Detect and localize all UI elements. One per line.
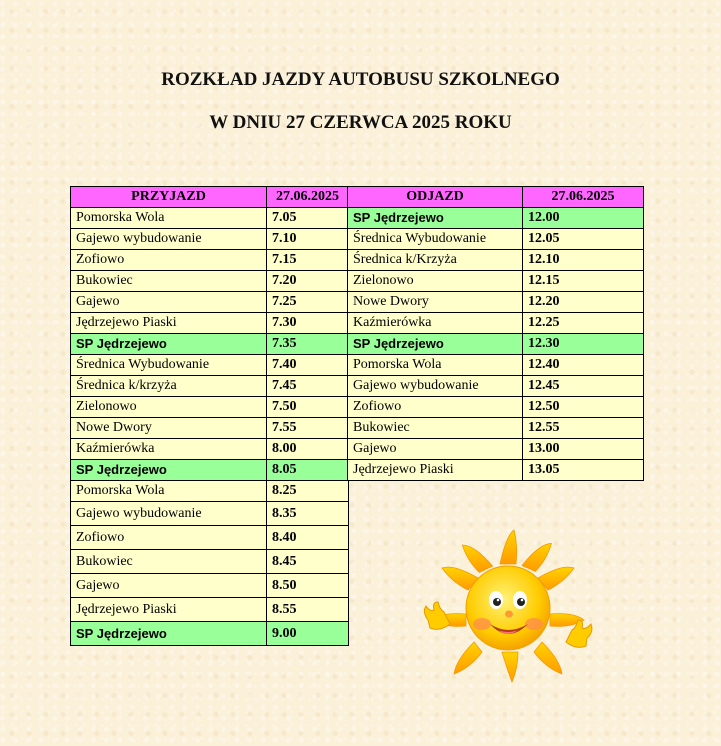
- table-row: [71, 208, 349, 229]
- stop-name: SP Jędrzejewo: [71, 622, 267, 646]
- stop-time: 12.10: [523, 250, 644, 271]
- stop-name: Jędrzejewo Piaski: [348, 460, 523, 481]
- stop-time: 7.35: [267, 334, 349, 355]
- stop-name: Bukowiec: [348, 418, 523, 439]
- smiling-sun-icon: [420, 528, 595, 683]
- stop-name: Zofiowo: [348, 397, 523, 418]
- table-row: [71, 355, 349, 376]
- stop-name: Pomorska Wola: [71, 208, 267, 229]
- stop-name: Kaźmierówka: [348, 313, 523, 334]
- stop-time: 9.00: [267, 622, 349, 646]
- stop-name: Zofiowo: [71, 250, 267, 271]
- stop-name: Gajewo wybudowanie: [348, 376, 523, 397]
- stop-name: Jędrzejewo Piaski: [71, 313, 267, 334]
- stop-name: Zielonowo: [348, 271, 523, 292]
- table-row: [71, 526, 349, 550]
- table-row: [348, 439, 644, 460]
- stop-time: 12.30: [523, 334, 644, 355]
- stop-time: 7.40: [267, 355, 349, 376]
- stop-time: 7.15: [267, 250, 349, 271]
- stop-name: SP Jędrzejewo: [71, 334, 267, 355]
- table-row: [71, 502, 349, 526]
- stop-name: Średnica k/krzyża: [71, 376, 267, 397]
- stop-time: 7.20: [267, 271, 349, 292]
- stop-time: 13.00: [523, 439, 644, 460]
- stop-time: 7.50: [267, 397, 349, 418]
- stop-time: 12.50: [523, 397, 644, 418]
- table-row: [71, 376, 349, 397]
- departure-date-header: 27.06.2025: [523, 187, 644, 208]
- table-row: [71, 574, 349, 598]
- stop-name: Gajewo: [71, 292, 267, 313]
- stop-name: Gajewo: [71, 574, 267, 598]
- stop-name: Jędrzejewo Piaski: [71, 598, 267, 622]
- table-row: [71, 550, 349, 574]
- stop-time: 8.00: [267, 439, 349, 460]
- stop-time: 12.00: [523, 208, 644, 229]
- stop-time: 12.05: [523, 229, 644, 250]
- stop-name: Gajewo: [348, 439, 523, 460]
- arrival-schedule-table: [70, 186, 349, 646]
- stop-name: Nowe Dwory: [71, 418, 267, 439]
- table-row: [348, 355, 644, 376]
- table-row: [71, 418, 349, 439]
- stop-time: 12.45: [523, 376, 644, 397]
- stop-time: 7.30: [267, 313, 349, 334]
- departure-schedule-table: [347, 186, 644, 481]
- stop-time: 12.15: [523, 271, 644, 292]
- table-header-row: [71, 187, 349, 208]
- stop-name: Bukowiec: [71, 271, 267, 292]
- stop-name: Pomorska Wola: [71, 481, 267, 502]
- table-row-school: [71, 622, 349, 646]
- stop-time: 8.35: [267, 502, 349, 526]
- page-subtitle: W DNIU 27 CZERWCA 2025 ROKU: [209, 112, 512, 133]
- stop-name: Kaźmierówka: [71, 439, 267, 460]
- stop-name: Średnica k/Krzyża: [348, 250, 523, 271]
- stop-name: Bukowiec: [71, 550, 267, 574]
- stop-name: Zofiowo: [71, 526, 267, 550]
- stop-time: 12.40: [523, 355, 644, 376]
- table-row: [71, 250, 349, 271]
- table-row: [71, 292, 349, 313]
- stop-time: 7.55: [267, 418, 349, 439]
- page-title: ROZKŁAD JAZDY AUTOBUSU SZKOLNEGO: [161, 69, 560, 90]
- table-header-row: [348, 187, 644, 208]
- stop-time: 7.05: [267, 208, 349, 229]
- table-row: [348, 397, 644, 418]
- stop-time: 12.25: [523, 313, 644, 334]
- table-row-school: [348, 208, 644, 229]
- table-row: [348, 313, 644, 334]
- stop-name: Zielonowo: [71, 397, 267, 418]
- table-row: [348, 229, 644, 250]
- stop-time: 13.05: [523, 460, 644, 481]
- stop-time: 7.25: [267, 292, 349, 313]
- stop-time: 12.20: [523, 292, 644, 313]
- stop-time: 8.55: [267, 598, 349, 622]
- stop-name: SP Jędrzejewo: [348, 208, 523, 229]
- table-row: [348, 271, 644, 292]
- table-row: [348, 250, 644, 271]
- table-row: [348, 376, 644, 397]
- table-row: [71, 481, 349, 502]
- table-row: [71, 229, 349, 250]
- stop-time: 8.05: [267, 460, 349, 481]
- stop-time: 7.10: [267, 229, 349, 250]
- stop-name: SP Jędrzejewo: [348, 334, 523, 355]
- arrival-date-header: 27.06.2025: [267, 187, 349, 208]
- stop-name: Średnica Wybudowanie: [71, 355, 267, 376]
- table-row: [71, 439, 349, 460]
- stop-time: 12.55: [523, 418, 644, 439]
- table-row: [71, 598, 349, 622]
- stop-time: 8.50: [267, 574, 349, 598]
- stop-name: Nowe Dwory: [348, 292, 523, 313]
- stop-time: 8.45: [267, 550, 349, 574]
- stop-name: Gajewo wybudowanie: [71, 229, 267, 250]
- arrival-header: PRZYJAZD: [71, 187, 267, 208]
- stop-time: 8.25: [267, 481, 349, 502]
- table-row-school: [71, 334, 349, 355]
- stop-name: Pomorska Wola: [348, 355, 523, 376]
- table-row: [71, 313, 349, 334]
- table-row: [348, 292, 644, 313]
- stop-time: 8.40: [267, 526, 349, 550]
- table-row: [71, 271, 349, 292]
- departure-header: ODJAZD: [348, 187, 523, 208]
- stop-time: 7.45: [267, 376, 349, 397]
- table-row: [348, 460, 644, 481]
- table-row: [348, 418, 644, 439]
- table-row: [71, 397, 349, 418]
- stop-name: Gajewo wybudowanie: [71, 502, 267, 526]
- stop-name: Średnica Wybudowanie: [348, 229, 523, 250]
- table-row-school: [348, 334, 644, 355]
- table-row-school: [71, 460, 349, 481]
- stop-name: SP Jędrzejewo: [71, 460, 267, 481]
